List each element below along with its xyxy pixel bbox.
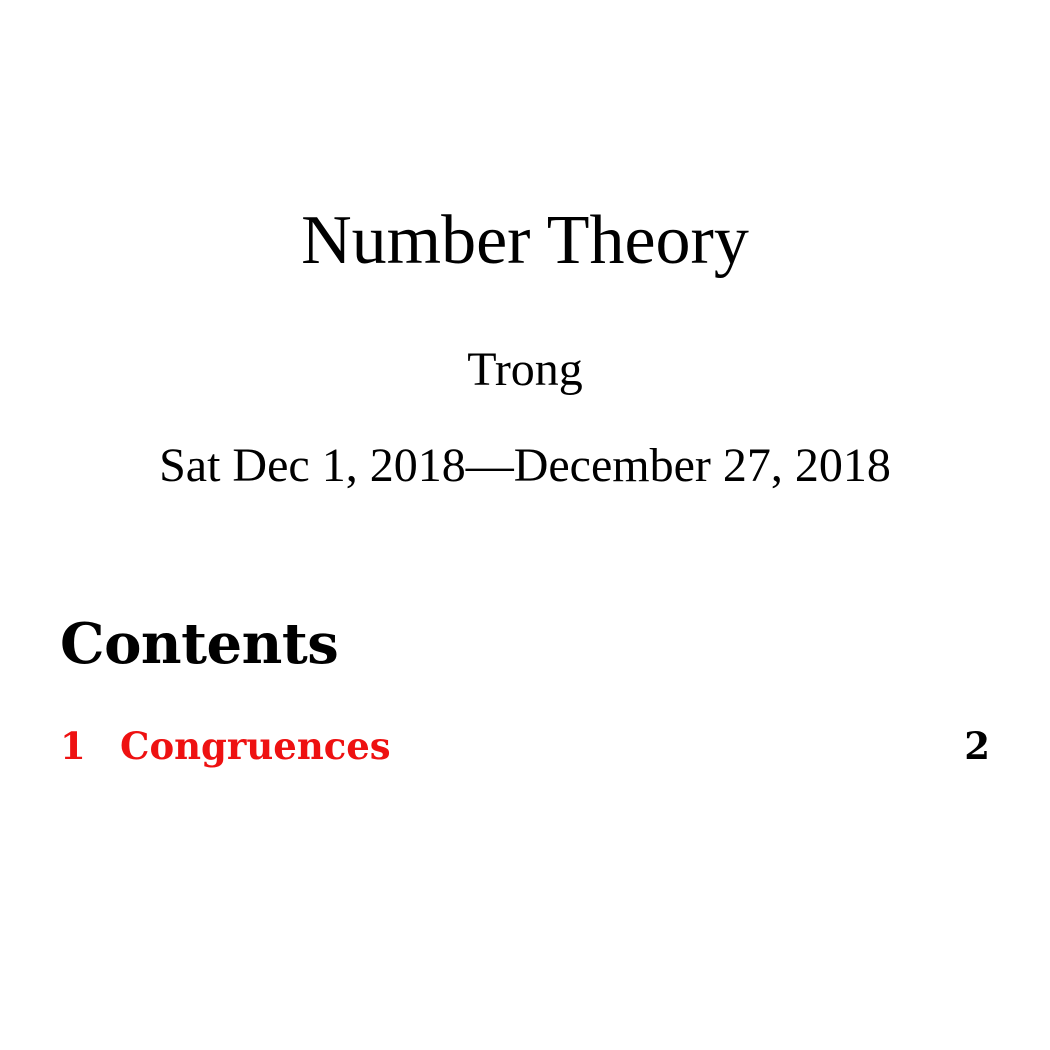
toc-row <box>60 718 990 774</box>
document-author: Trong <box>467 343 583 396</box>
document-title: Number Theory <box>301 202 749 279</box>
toc-page-number: 2 <box>964 724 990 768</box>
toc-section-label: Congruences <box>120 724 391 768</box>
contents-heading: Contents <box>60 611 339 677</box>
toc-section-number: 1 <box>60 724 86 768</box>
toc-link-congruences[interactable] <box>60 718 391 774</box>
document-date: Sat Dec 1, 2018—December 27, 2018 <box>159 439 891 492</box>
